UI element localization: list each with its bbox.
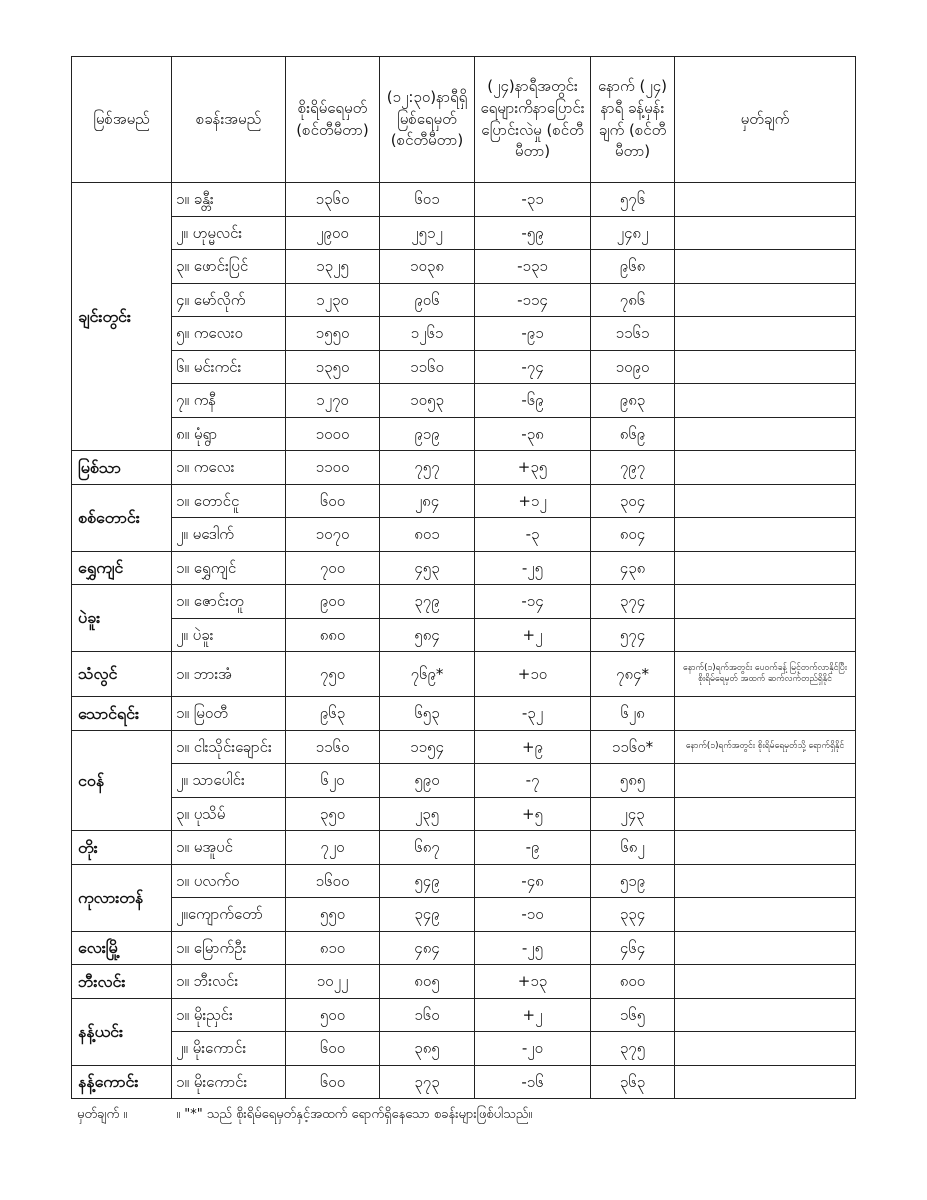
station-name-cell: ၂။ ဟုမ္မလင်း xyxy=(172,216,286,250)
change-cell: -၁၄ xyxy=(475,585,591,619)
change-cell: -၂၅ xyxy=(475,931,591,965)
table-row xyxy=(72,1065,856,1099)
forecast-cell: ၈၀၀ xyxy=(591,965,675,999)
change-cell: +၃၅ xyxy=(475,451,591,485)
station-name-cell: ၁။ ဇောင်းတူ xyxy=(172,585,286,619)
danger-level-cell: ၁၆၀၀ xyxy=(286,864,380,898)
current-level-cell: ၃၈၅ xyxy=(380,1032,475,1066)
station-name-cell: ၃။ ပုသိမ် xyxy=(172,797,286,831)
table-row xyxy=(72,931,856,965)
change-cell: -၇၄ xyxy=(475,350,591,384)
river-name-cell: ပဲခူး xyxy=(72,585,172,652)
remarks-cell xyxy=(675,216,856,250)
change-cell: -၃၈ xyxy=(475,417,591,451)
station-name-cell: ၁။ မအူပင် xyxy=(172,831,286,865)
station-name-cell: ၁။ ရွှေကျင် xyxy=(172,551,286,585)
change-cell: -၃၂ xyxy=(475,697,591,731)
table-row xyxy=(72,183,856,217)
footnote-text: ။ "*" သည် စိုးရိမ်ရေမှတ်နှင့်အထက် ရောက်ရှိနေသော စခန်းများဖြစ်ပါသည်။ xyxy=(176,1107,533,1122)
river-name-cell: ဘီးလင်း xyxy=(72,965,172,999)
current-level-cell: ၉၁၉ xyxy=(380,417,475,451)
forecast-cell: ၁၀၉၀ xyxy=(591,350,675,384)
current-level-cell: ၉၀၆ xyxy=(380,283,475,317)
remarks-cell xyxy=(675,764,856,798)
remarks-cell xyxy=(675,1032,856,1066)
station-name-cell: ၁။ ခန္တီး xyxy=(172,183,286,217)
remarks-cell xyxy=(675,183,856,217)
current-level-cell: ၇၆၉* xyxy=(380,652,475,697)
station-name-cell: ၂။ မဒေါက် xyxy=(172,518,286,552)
danger-level-cell: ၈၁၀ xyxy=(286,931,380,965)
river-name-cell: သံလွင် xyxy=(72,652,172,697)
danger-level-cell: ၇၂၀ xyxy=(286,831,380,865)
remarks-cell xyxy=(675,1065,856,1099)
table-row xyxy=(72,250,856,284)
change-cell: +၁၀ xyxy=(475,652,591,697)
current-level-cell: ၃၄၉ xyxy=(380,898,475,932)
current-level-cell: ၅၉၀ xyxy=(380,764,475,798)
station-name-cell: ၇။ ကနီ xyxy=(172,384,286,418)
table-row xyxy=(72,350,856,384)
table-row xyxy=(72,864,856,898)
station-name-cell: ၁။ ကလေး xyxy=(172,451,286,485)
station-name-cell: ၁။ မိုးညှင်း xyxy=(172,998,286,1032)
forecast-cell: ၃၃၄ xyxy=(591,898,675,932)
forecast-cell: ၆၈၂ xyxy=(591,831,675,865)
table-row xyxy=(72,1032,856,1066)
header-danger-level: စိုးရိမ်ရေမှတ် (စင်တီမီတာ) xyxy=(286,57,380,183)
forecast-cell: ၅၈၅ xyxy=(591,764,675,798)
table-row xyxy=(72,730,856,764)
river-name-cell: ကုလားတန် xyxy=(72,864,172,931)
header-remarks: မှတ်ချက် xyxy=(675,57,856,183)
station-name-cell: ၃။ ဖောင်းပြင် xyxy=(172,250,286,284)
remarks-cell xyxy=(675,451,856,485)
current-level-cell: ၁၁၅၄ xyxy=(380,730,475,764)
remarks-cell xyxy=(675,551,856,585)
table-row xyxy=(72,585,856,619)
station-name-cell: ၁။ ဘားအံ xyxy=(172,652,286,697)
station-name-cell: ၂။ မိုးကောင်း xyxy=(172,1032,286,1066)
table-row xyxy=(72,898,856,932)
river-name-cell: ရွှေကျင် xyxy=(72,551,172,585)
remarks-cell xyxy=(675,998,856,1032)
current-level-cell: ၈၀၅ xyxy=(380,965,475,999)
current-level-cell: ၁၀၅၃ xyxy=(380,384,475,418)
document-page xyxy=(71,56,855,1099)
danger-level-cell: ၁၂၃၀ xyxy=(286,283,380,317)
station-name-cell: ၅။ ကလေးဝ xyxy=(172,317,286,351)
river-name-cell: မြစ်သာ xyxy=(72,451,172,485)
station-name-cell: ၂။ သာပေါင်း xyxy=(172,764,286,798)
header-24h-change: (၂၄)နာရီအတွင်း ရေများကိနာပြောင်း ပြောင်းလဲမှု (စင်တီမီတာ) xyxy=(475,57,591,183)
danger-level-cell: ၆၀၀ xyxy=(286,484,380,518)
river-level-table xyxy=(71,56,856,1099)
table-header-row xyxy=(72,57,856,183)
table-row xyxy=(72,965,856,999)
station-name-cell: ၂။ ပဲခူး xyxy=(172,618,286,652)
danger-level-cell: ၁၃၆၀ xyxy=(286,183,380,217)
station-name-cell: ၁။ ငါးသိုင်းချောင်း xyxy=(172,730,286,764)
remarks-cell xyxy=(675,417,856,451)
change-cell: -၉ xyxy=(475,831,591,865)
remarks-cell xyxy=(675,317,856,351)
change-cell: -၂၀ xyxy=(475,1032,591,1066)
current-level-cell: ၆၀၁ xyxy=(380,183,475,217)
current-level-cell: ၁၆၀ xyxy=(380,998,475,1032)
change-cell: -၁၆ xyxy=(475,1065,591,1099)
current-level-cell: ၆၅၃ xyxy=(380,697,475,731)
current-level-cell: ၈၀၁ xyxy=(380,518,475,552)
forecast-cell: ၁၆၅ xyxy=(591,998,675,1032)
table-row xyxy=(72,618,856,652)
forecast-cell: ၅၇၆ xyxy=(591,183,675,217)
change-cell: -၁၁၄ xyxy=(475,283,591,317)
current-level-cell: ၃၇၃ xyxy=(380,1065,475,1099)
remarks-cell xyxy=(675,250,856,284)
forecast-cell: ၆၂၈ xyxy=(591,697,675,731)
change-cell: -၉၁ xyxy=(475,317,591,351)
change-cell: -၃၁ xyxy=(475,183,591,217)
change-cell: +၁၂ xyxy=(475,484,591,518)
danger-level-cell: ၈၈၀ xyxy=(286,618,380,652)
current-level-cell: ၂၈၄ xyxy=(380,484,475,518)
header-forecast: နောက် (၂၄) နာရီ ခန့်မှန်းချက် (စင်တီမီတာ) xyxy=(591,57,675,183)
current-level-cell: ၁၁၆၀ xyxy=(380,350,475,384)
forecast-cell: ၈၀၄ xyxy=(591,518,675,552)
station-name-cell: ၄။ မော်လိုက် xyxy=(172,283,286,317)
danger-level-cell: ၁၀၂၂ xyxy=(286,965,380,999)
remarks-cell xyxy=(675,384,856,418)
danger-level-cell: ၁၀၇၀ xyxy=(286,518,380,552)
current-level-cell: ၄၅၃ xyxy=(380,551,475,585)
danger-level-cell: ၂၉၀၀ xyxy=(286,216,380,250)
change-cell: -၂၅ xyxy=(475,551,591,585)
remarks-cell xyxy=(675,831,856,865)
current-level-cell: ၂၅၁၂ xyxy=(380,216,475,250)
header-station: စခန်းအမည် xyxy=(172,57,286,183)
header-current-level: (၁၂:၃၀)နာရီရှိ မြစ်ရေမှတ် (စင်တီမီတာ) xyxy=(380,57,475,183)
change-cell: +၂ xyxy=(475,618,591,652)
change-cell: -၇ xyxy=(475,764,591,798)
change-cell: +၅ xyxy=(475,797,591,831)
river-name-cell: ငဝန် xyxy=(72,730,172,831)
danger-level-cell: ၇၅၀ xyxy=(286,652,380,697)
station-name-cell: ၈။ မုံရွာ xyxy=(172,417,286,451)
danger-level-cell: ၉၆၃ xyxy=(286,697,380,731)
forecast-cell: ၄၆၄ xyxy=(591,931,675,965)
danger-level-cell: ၆၂၀ xyxy=(286,764,380,798)
table-row xyxy=(72,417,856,451)
current-level-cell: ၆၈၇ xyxy=(380,831,475,865)
forecast-cell: ၁၁၆၀* xyxy=(591,730,675,764)
footnote-label: မှတ်ချက် ။ xyxy=(77,1107,128,1122)
table-row xyxy=(72,697,856,731)
remarks-cell xyxy=(675,350,856,384)
current-level-cell: ၅၄၉ xyxy=(380,864,475,898)
station-name-cell: ၁။ ဘီးလင်း xyxy=(172,965,286,999)
forecast-cell: ၇၉၇ xyxy=(591,451,675,485)
table-row xyxy=(72,551,856,585)
table-row xyxy=(72,216,856,250)
danger-level-cell: ၅၀၀ xyxy=(286,998,380,1032)
danger-level-cell: ၇၀၀ xyxy=(286,551,380,585)
current-level-cell: ၃၇၉ xyxy=(380,585,475,619)
danger-level-cell: ၉၀၀ xyxy=(286,585,380,619)
danger-level-cell: ၁၅၅၀ xyxy=(286,317,380,351)
remarks-cell xyxy=(675,697,856,731)
table-row xyxy=(72,652,856,697)
forecast-cell: ၇၈၆ xyxy=(591,283,675,317)
station-name-cell: ၆။ မင်းကင်း xyxy=(172,350,286,384)
current-level-cell: ၂၃၅ xyxy=(380,797,475,831)
station-name-cell: ၁။ မြဝတီ xyxy=(172,697,286,731)
table-row xyxy=(72,998,856,1032)
station-name-cell: ၁။ မြောက်ဦး xyxy=(172,931,286,965)
river-name-cell: နန့်ကောင်း xyxy=(72,1065,172,1099)
forecast-cell: ၂၄၈၂ xyxy=(591,216,675,250)
remarks-cell xyxy=(675,797,856,831)
remarks-cell xyxy=(675,965,856,999)
river-name-cell: တိုး xyxy=(72,831,172,865)
table-row xyxy=(72,831,856,865)
river-name-cell: နန့်ယင်း xyxy=(72,998,172,1065)
current-level-cell: ၁၀၃၈ xyxy=(380,250,475,284)
change-cell: -၁၃၁ xyxy=(475,250,591,284)
danger-level-cell: ၁၀၀၀ xyxy=(286,417,380,451)
remarks-cell: နောက်(၁)ရက်အတွင်း ပေ၀က်ခန့် မြင့်တက်လာနိုင်ပြီး စိုးရိမ်ရေမှတ် အထက် ဆက်လက်တည်ရှိနိုင် xyxy=(675,652,856,697)
forecast-cell: ၈၆၉ xyxy=(591,417,675,451)
table-row xyxy=(72,484,856,518)
table-row xyxy=(72,317,856,351)
forecast-cell: ၁၁၆၁ xyxy=(591,317,675,351)
forecast-cell: ၄၃၈ xyxy=(591,551,675,585)
current-level-cell: ၁၂၆၁ xyxy=(380,317,475,351)
danger-level-cell: ၁၂၇၀ xyxy=(286,384,380,418)
current-level-cell: ၅၈၄ xyxy=(380,618,475,652)
footnote xyxy=(77,1106,532,1125)
danger-level-cell: ၁၃၂၅ xyxy=(286,250,380,284)
forecast-cell: ၉၈၃ xyxy=(591,384,675,418)
danger-level-cell: ၆၀၀ xyxy=(286,1065,380,1099)
danger-level-cell: ၃၅၀ xyxy=(286,797,380,831)
change-cell: -၆၉ xyxy=(475,384,591,418)
table-row xyxy=(72,518,856,552)
forecast-cell: ၅၁၉ xyxy=(591,864,675,898)
header-river: မြစ်အမည် xyxy=(72,57,172,183)
danger-level-cell: ၁၁၀၀ xyxy=(286,451,380,485)
change-cell: +၁၃ xyxy=(475,965,591,999)
station-name-cell: ၁။ ပလက်ဝ xyxy=(172,864,286,898)
change-cell: -၁၀ xyxy=(475,898,591,932)
danger-level-cell: ၁၃၅၀ xyxy=(286,350,380,384)
station-name-cell: ၁။ တောင်ငူ xyxy=(172,484,286,518)
change-cell: +၂ xyxy=(475,998,591,1032)
forecast-cell: ၃၇၄ xyxy=(591,585,675,619)
forecast-cell: ၉၆၈ xyxy=(591,250,675,284)
remarks-cell: နောက်(၁)ရက်အတွင်း စိုးရိမ်ရေမှတ်သို့ ရောက်ရှိနိုင် xyxy=(675,730,856,764)
forecast-cell: ၂၄၃ xyxy=(591,797,675,831)
danger-level-cell: ၅၅၀ xyxy=(286,898,380,932)
table-row xyxy=(72,764,856,798)
forecast-cell: ၃၀၄ xyxy=(591,484,675,518)
remarks-cell xyxy=(675,484,856,518)
river-name-cell: စစ်တောင်း xyxy=(72,484,172,551)
remarks-cell xyxy=(675,283,856,317)
table-row xyxy=(72,451,856,485)
table-row xyxy=(72,384,856,418)
current-level-cell: ၇၅၇ xyxy=(380,451,475,485)
river-name-cell: လေးမြို့ xyxy=(72,931,172,965)
remarks-cell xyxy=(675,931,856,965)
table-row xyxy=(72,797,856,831)
remarks-cell xyxy=(675,864,856,898)
danger-level-cell: ၁၁၆၀ xyxy=(286,730,380,764)
change-cell: -၃ xyxy=(475,518,591,552)
current-level-cell: ၄၈၄ xyxy=(380,931,475,965)
table-body xyxy=(72,183,856,1099)
river-name-cell: သောင်ရင်း xyxy=(72,697,172,731)
change-cell: -၄၈ xyxy=(475,864,591,898)
forecast-cell: ၇၈၄* xyxy=(591,652,675,697)
forecast-cell: ၃၇၅ xyxy=(591,1032,675,1066)
remarks-cell xyxy=(675,618,856,652)
forecast-cell: ၃၆၃ xyxy=(591,1065,675,1099)
remarks-cell xyxy=(675,518,856,552)
danger-level-cell: ၆၀၀ xyxy=(286,1032,380,1066)
remarks-cell xyxy=(675,898,856,932)
table-row xyxy=(72,283,856,317)
change-cell: -၅၉ xyxy=(475,216,591,250)
station-name-cell: ၁။ မိုးကောင်း xyxy=(172,1065,286,1099)
remarks-cell xyxy=(675,585,856,619)
river-name-cell: ချင်းတွင်း xyxy=(72,183,172,451)
forecast-cell: ၅၇၄ xyxy=(591,618,675,652)
station-name-cell: ၂။ကျောက်တော် xyxy=(172,898,286,932)
change-cell: +၉ xyxy=(475,730,591,764)
